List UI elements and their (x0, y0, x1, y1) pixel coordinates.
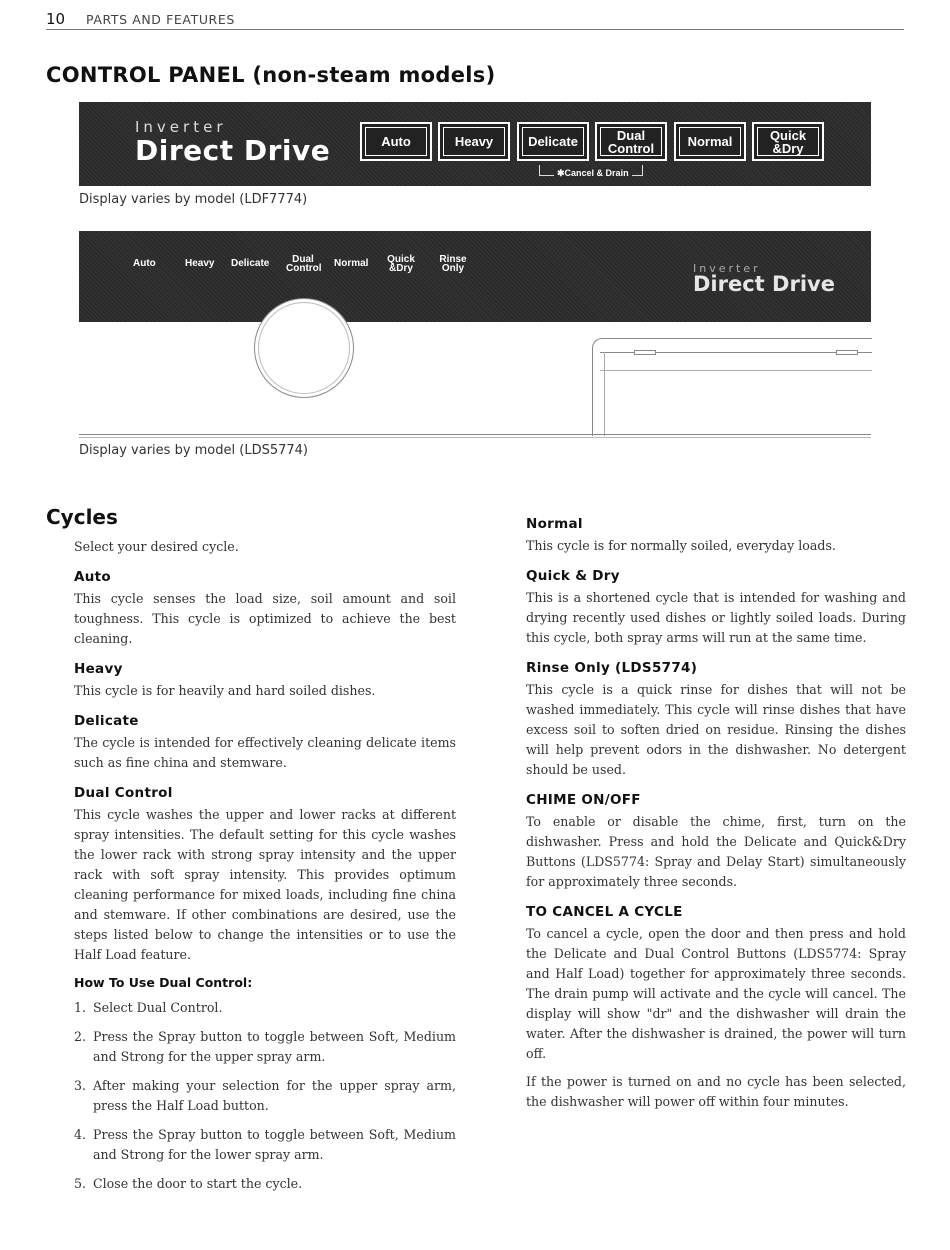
panel2-quick-dry-label: Quick &Dry (387, 254, 415, 274)
control-panel-ldf7774 (79, 102, 871, 186)
step-text: Press the Spray button to toggle between Soft, Medium and Strong for the lower spray arm. (93, 1127, 456, 1162)
quick-dry-button-label: Quick &Dry (757, 127, 819, 156)
cycle-knob-inner (258, 302, 350, 394)
cycles-heading: Cycles (46, 505, 118, 529)
heavy-heading: Heavy (74, 661, 123, 677)
handle-tab-left (634, 350, 656, 355)
step-text: Select Dual Control. (93, 1000, 223, 1015)
dual-control-button-label: Dual Control (600, 127, 662, 156)
quick-dry-text: This is a shortened cycle that is intended for washing and drying recently used dishes or lightly soiled loads. During this cycle, both spray arms will run at the same time. (526, 590, 906, 645)
howto-steps (74, 998, 456, 1194)
auto-power-off-text: If the power is turned on and no cycle has been selected, the dishwasher will power off within four minutes. (526, 1074, 906, 1109)
quick-dry-heading: Quick & Dry (526, 568, 620, 584)
list-item (74, 1076, 456, 1116)
delicate-button-label: Delicate (522, 127, 584, 156)
step-number: 5. (74, 1176, 87, 1191)
normal-button (674, 122, 746, 161)
step-text: Close the door to start the cycle. (93, 1176, 303, 1191)
cycle-knob (254, 298, 354, 398)
rinse-only-heading: Rinse Only (LDS5774) (526, 660, 698, 676)
page-title: CONTROL PANEL (non-steam models) (46, 63, 496, 87)
brand-inverter-label: Inverter (135, 118, 227, 136)
handle-edge-inner (600, 370, 872, 371)
delicate-heading: Delicate (74, 713, 139, 729)
delicate-button (517, 122, 589, 161)
handle-side (604, 352, 605, 436)
page-header (46, 10, 904, 30)
control-panel-lds5774 (79, 231, 871, 322)
cancel-cycle-heading: TO CANCEL A CYCLE (526, 904, 683, 920)
dual-control-text: This cycle washes the upper and lower racks at different spray intensities. The default setting for this cycle washes the lower rack with strong spray intensity and the upper rack with soft spray intensity. This provides optimum cleaning performance for mixed loads, including fine china and stemware. If other combinations are desired, use the steps listed below to change the intensities or to use the Half Load feature. (74, 807, 456, 962)
panel2-brand-inverter-label: Inverter (693, 262, 761, 275)
step-text: After making your selection for the upper spray arm, press the Half Load button. (93, 1078, 456, 1113)
dual-control-heading: Dual Control (74, 785, 173, 801)
step-number: 1. (74, 1000, 87, 1015)
panel2-base-line-lower (79, 437, 871, 438)
rinse-only-text: This cycle is a quick rinse for dishes that will not be washed immediately. This cycle will rinse dishes that have excess soil to soften dried on residue. Rinsing the dishes will help prevent odors in the dishwasher. No detergent should be used. (526, 682, 906, 777)
step-number: 3. (74, 1078, 87, 1093)
list-item (74, 1174, 456, 1194)
cycles-body (74, 537, 456, 1194)
panel2-auto-label: Auto (133, 258, 156, 269)
auto-button-label: Auto (365, 127, 427, 156)
step-text: Press the Spray button to toggle between Soft, Medium and Strong for the upper spray arm. (93, 1029, 456, 1064)
panel2-base-line (79, 434, 871, 435)
list-item (74, 998, 456, 1018)
howto-heading: How To Use Dual Control: (74, 975, 253, 990)
step-number: 4. (74, 1127, 87, 1142)
page-number: 10 (46, 10, 66, 28)
cancel-cycle-text: To cancel a cycle, open the door and then press and hold the Delicate and Dual Control Buttons (LDS5774: Spray and Half Load) together for approximately three seconds. The drain pump will activate and the cycle will cancel. The display will show "dr" and the dishwasher will drain the water. After the dishwasher is drained, the power will turn off. (526, 926, 906, 1061)
right-column (526, 512, 906, 1112)
normal-text: This cycle is for normally soiled, everyday loads. (526, 538, 836, 553)
heavy-button-label: Heavy (443, 127, 505, 156)
handle-tab-right (836, 350, 858, 355)
chime-heading: CHIME ON/OFF (526, 792, 641, 808)
auto-heading: Auto (74, 569, 111, 585)
step-number: 2. (74, 1029, 87, 1044)
section-name: PARTS AND FEATURES (86, 12, 235, 27)
heavy-text: This cycle is for heavily and hard soiled dishes. (74, 683, 376, 698)
panel2-normal-label: Normal (334, 258, 369, 269)
left-column (46, 505, 456, 1203)
auto-button (360, 122, 432, 161)
quick-dry-button (752, 122, 824, 161)
delicate-text: The cycle is intended for effectively cleaning delicate items such as fine china and stemware. (74, 735, 456, 770)
normal-heading: Normal (526, 516, 583, 532)
panel2-rinse-only-label: Rinse Only (439, 254, 467, 274)
panel2-delicate-label: Delicate (231, 258, 270, 269)
panel2-heavy-label: Heavy (185, 258, 215, 269)
auto-text: This cycle senses the load size, soil amount and soil toughness. This cycle is optimized to achieve the best cleaning. (74, 591, 456, 646)
panel1-caption: Display varies by model (LDF7774) (79, 192, 308, 207)
list-item (74, 1027, 456, 1067)
cancel-drain-note: ✱Cancel & Drain (554, 168, 632, 179)
heavy-button (438, 122, 510, 161)
panel2-brand-direct-drive-label: Direct Drive (693, 272, 835, 296)
dual-control-button (595, 122, 667, 161)
normal-button-label: Normal (679, 127, 741, 156)
list-item (74, 1125, 456, 1165)
cycles-intro: Select your desired cycle. (74, 539, 239, 554)
chime-text: To enable or disable the chime, first, turn on the dishwasher. Press and hold the Delicate and Quick&Dry Buttons (LDS5774: Spray and Delay Start) simultaneously for approximately three seconds. (526, 814, 906, 889)
panel2-caption: Display varies by model (LDS5774) (79, 443, 308, 458)
panel2-dual-control-label: Dual Control (286, 254, 322, 274)
brand-direct-drive-label: Direct Drive (135, 134, 331, 167)
